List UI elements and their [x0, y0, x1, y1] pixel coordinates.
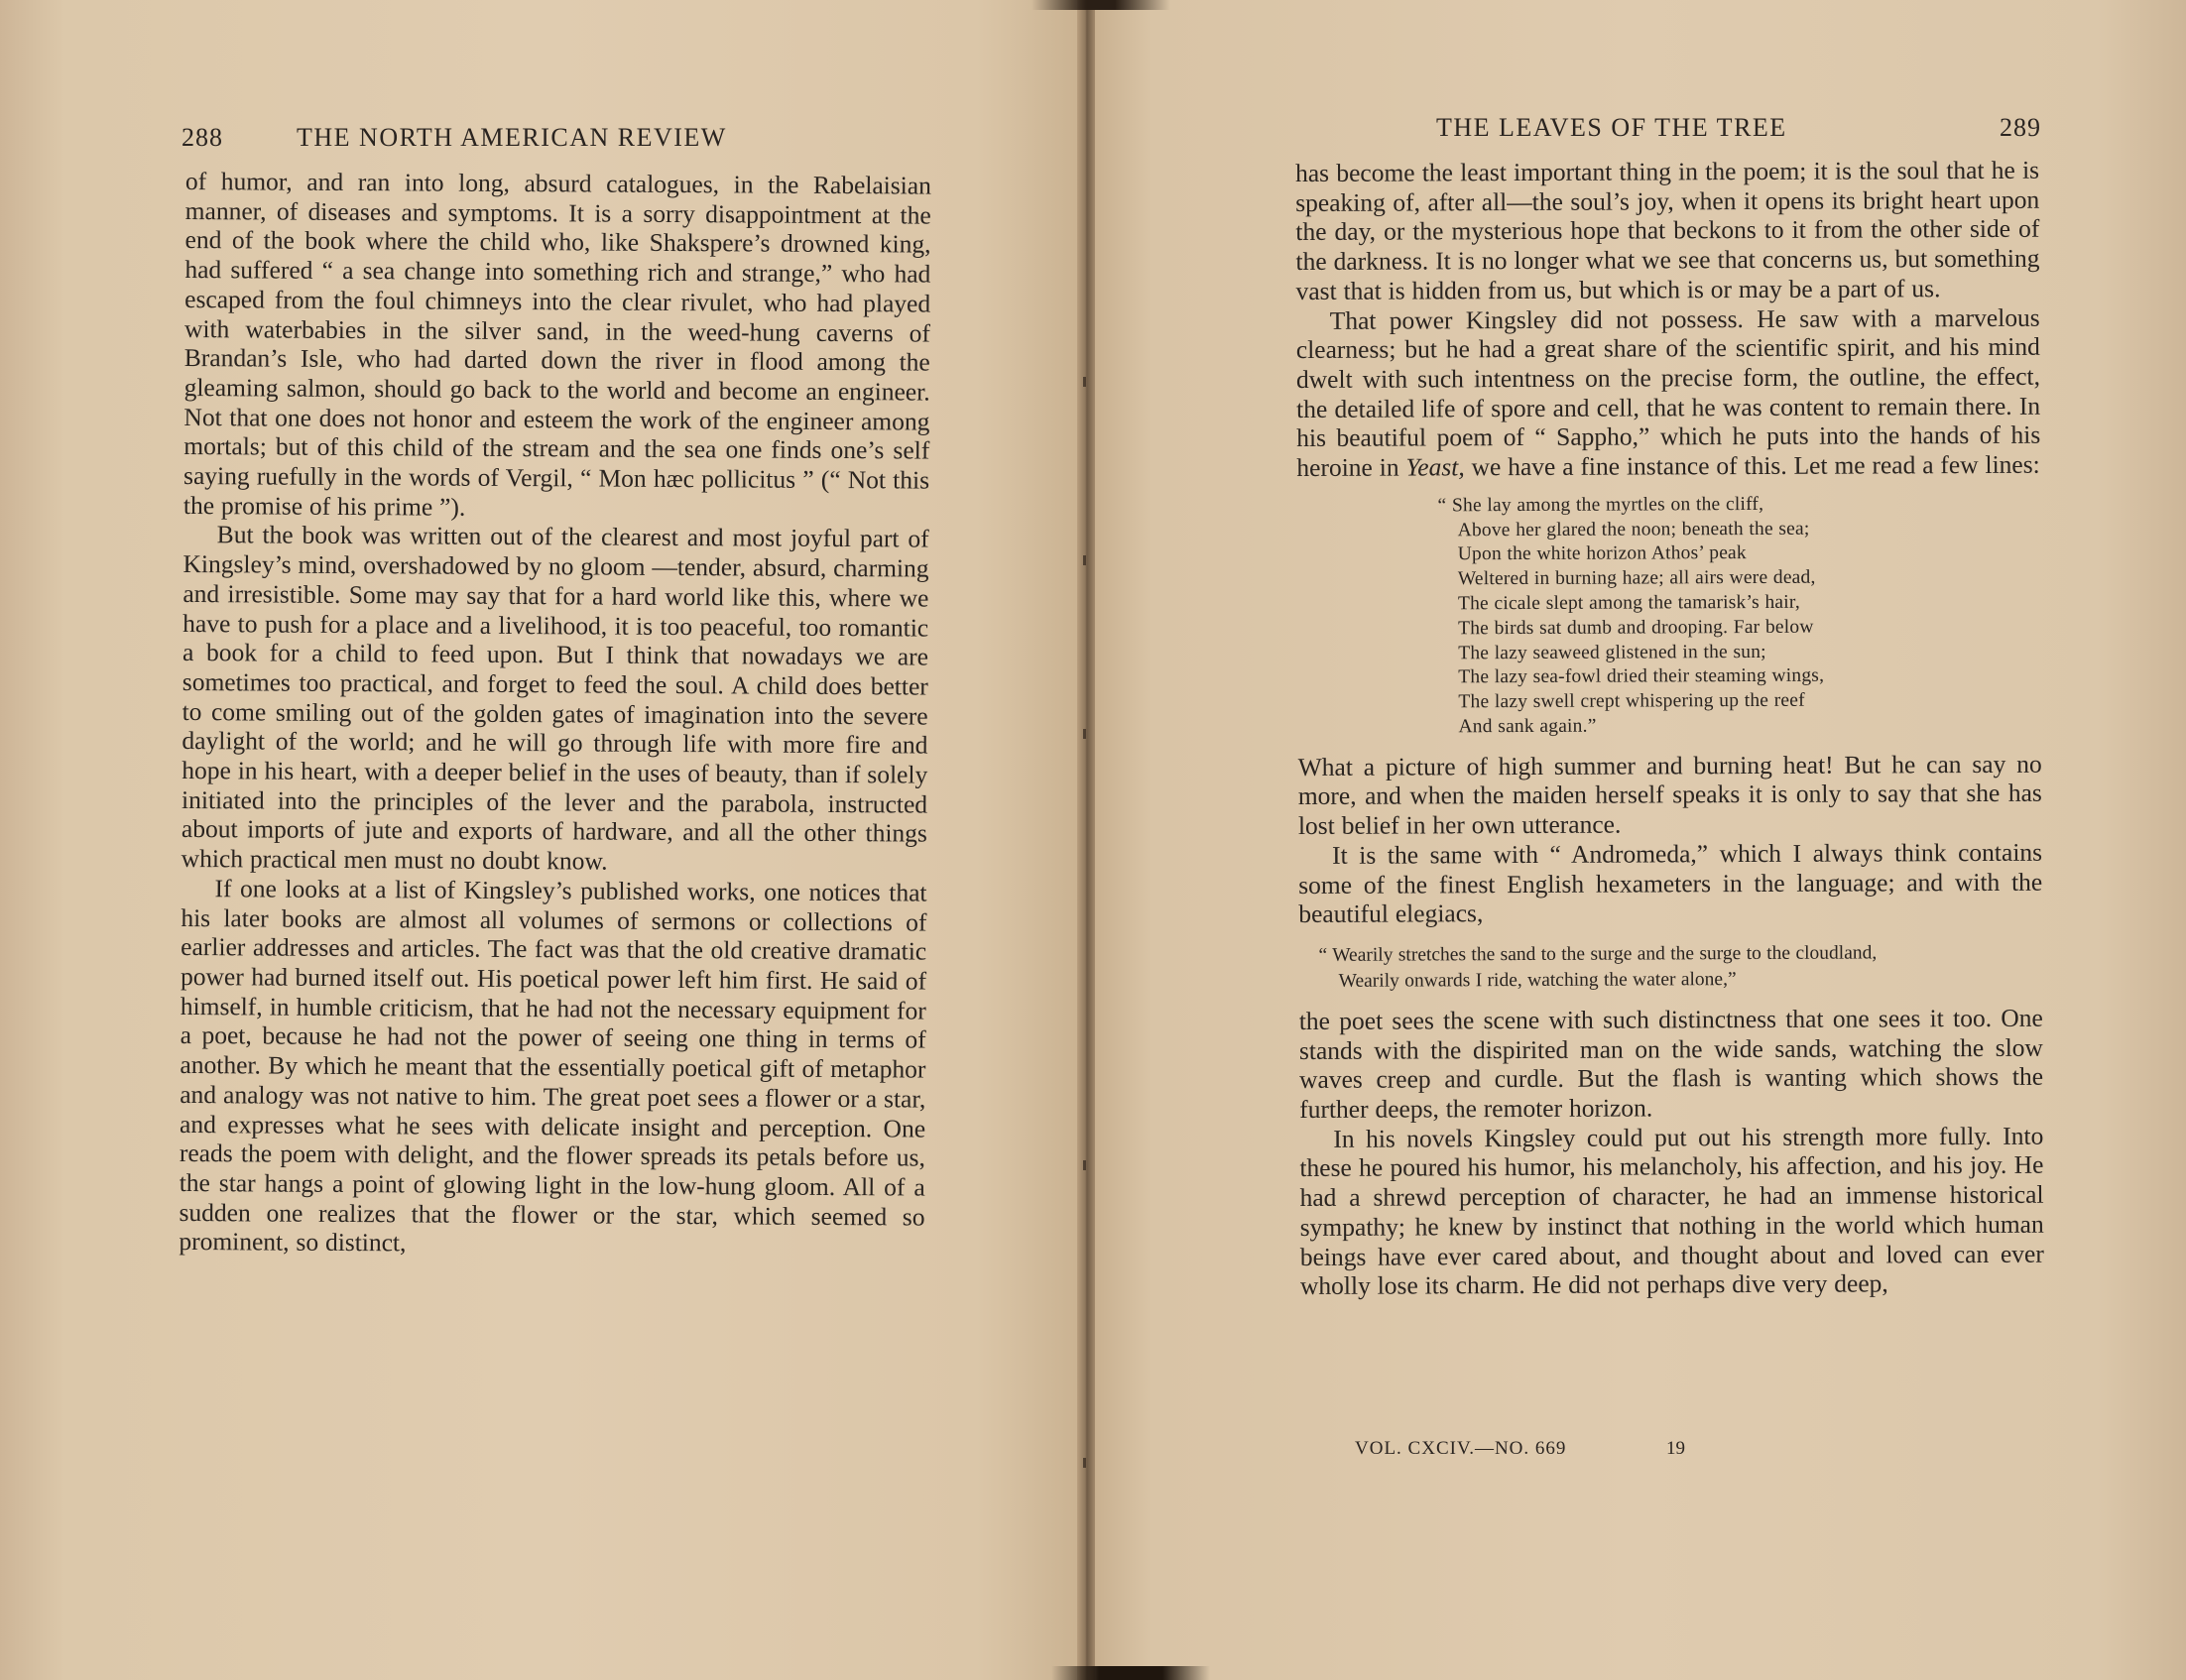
paragraph-2-text-start: That power Kingsley did not possess. He saw with a marvelous clearness; but he had a great share of the scientific spirit, and his mind dwelt with such intentness on the precise form, the outline, the effect, the detailed life of spore and cell, that he was content to remain there. In his beautiful poem of “ Sappho,” which he puts into the hands of his heroine in: [1295, 302, 2041, 483]
binding-thread-mark: [1083, 1458, 1086, 1468]
poem-line: The lazy seaweed glistened in the sun;: [1458, 641, 1766, 663]
left-paragraph-2: But the book was written out of the clearest and most joyful part of Kingsley’s mind, overshadowed by no gloom —tender, absurd, charming and irresistible. Some may say that for a hard world like this, where we have to push for a place and a livelihood, it is too peaceful, too romantic a book for a child to feed upon. But I think that nowadays we are sometimes too practical, and forget to feed the soul. A child does better to come smiling out of the golden gates of imagination into the severe daylight of the world; and he will go through life with more fire and hope in his heart, with a deeper belief in the uses of beauty, than if solely initiated into the principles of the lever and the parabola, instructed about imports of jute and exports of hardware, and all the other things which practical men must no doubt know.: [181, 520, 929, 876]
binding-thread-mark: [1083, 729, 1086, 739]
right-paragraph-2: [1296, 302, 2041, 482]
spine-top-shadow: [1032, 0, 1170, 10]
binding-thread-mark: [1083, 1160, 1086, 1170]
yeast-title-italic: Yeast,: [1405, 452, 1465, 482]
left-page-number: 288: [182, 123, 223, 152]
right-body-text: [1295, 156, 2044, 1301]
book-gutter: [1077, 0, 1095, 1680]
binding-thread-mark: [1083, 555, 1086, 565]
right-paragraph-4: It is the same with “ Andromeda,” which I always think contains some of the finest English hexameters in the language; and with the beautiful elegiacs,: [1298, 837, 2043, 929]
poem-line: The lazy sea-fowl dried their steaming wings,: [1458, 664, 1825, 688]
right-paragraph-5: the poet sees the scene with such distinctness that one sees it too. One stands with the dispirited man on the wide sands, watching the slow waves creep and curdle. But the flash is wanting which shows the further deeps, the remoter horizon.: [1298, 1003, 2044, 1125]
poem-line: Upon the white horizon Athos’ peak: [1457, 542, 1747, 565]
right-running-title: THE LEAVES OF THE TREE: [1436, 113, 1787, 142]
paragraph-2-text-end: we have a fine instance of this. Let me read a few lines:: [1464, 449, 2040, 482]
left-body-text: [179, 167, 931, 1261]
quote-line: “ Wearily stretches the sand to the surge and the surge to the cloudland,: [1318, 942, 1878, 966]
sappho-poem-quote: [1437, 491, 2041, 740]
right-page-number: 289: [2000, 113, 2041, 142]
volume-number: VOL. CXCIV.—NO. 669: [1355, 1438, 1567, 1459]
signature-mark: 19: [1666, 1438, 1685, 1459]
right-paragraph-1: has become the least important thing in the poem; it is the soul that he is speaking of, after all—the soul’s joy, when it opens its bright heart upon the day, or the mysterious hope that beckons to it from the other side of the darkness. It is no longer what we see that concerns us, but something vast that is hidden from us, but which is or may be a part of us.: [1295, 155, 2040, 305]
right-paragraph-6: In his novels Kingsley could put out his strength more fully. Into these he poured his humor, his melancholy, his affection, and his joy. He had a shrewd perception of character, he had an immense historical sympathy; he knew by instinct that nothing in the world which human beings have ever cared about, and thought about and loved can ever wholly lose its charm. He did not perhaps dive very deep,: [1299, 1121, 2044, 1301]
left-paragraph-1: of humor, and ran into long, absurd catalogues, in the Rabelaisian manner, of diseases and symptoms. It is a sorry disappointment at the end of the book where the child who, like Shakspere’s drowned king, had suffered “ a sea change into something rich and strange,” who had escaped from the foul chimneys into the clear rivulet, who had played with waterbabies in the silver sand, in the weed-hung caverns of Brandan’s Isle, who had darted down the river in flood among the gleaming salmon, should go back to the world and become an engineer. Not that one does not honor and esteem the work of the engineer among mortals; but of this child of the stream and the sea one finds one’s self saying ruefully in the words of Vergil, “ Mon hæc pollicitus ” (“ Not this the promise of his prime ”).: [182, 167, 931, 522]
left-running-title: THE NORTH AMERICAN REVIEW: [297, 123, 727, 152]
poem-line: Weltered in burning haze; all airs were dead,: [1457, 566, 1816, 590]
quote-line: Wearily onwards I ride, watching the water alone,”: [1338, 968, 1737, 992]
poem-line: The cicale slept among the tamarisk’s hair,: [1457, 591, 1800, 615]
andromeda-quote: [1318, 940, 2042, 995]
spine-bottom-shadow: [1051, 1666, 1210, 1680]
poem-line: The birds sat dumb and drooping. Far below: [1458, 616, 1814, 640]
poem-line: Above her glared the noon; beneath the sea;: [1457, 518, 1810, 540]
poem-line: “ She lay among the myrtles on the cliff,: [1437, 493, 1764, 517]
poem-line: The lazy swell crept whispering up the reef: [1458, 689, 1805, 713]
left-paragraph-3: If one looks at a list of Kingsley’s published works, one notices that his later books are almost all volumes of sermons or collections of earlier addresses and articles. The fact was that the old creative dramatic power had burned itself out. His poetical power left him first. He said of himself, in humble criticism, that he had not the necessary equipment for a poet, because he had not the power of seeing one thing in terms of another. By which he meant that the essentially poetical gift of metaphor and analogy was not native to him. The great poet sees a flower or a star, and expresses what he sees with delicate insight and perception. One reads the poem with delight, and the flower spreads its petals before us, the star hangs a point of glowing light in the low-hung gloom. All of a sudden one realizes that the flower or the star, which seemed so prominent, so distinct,: [179, 874, 927, 1258]
binding-thread-mark: [1083, 377, 1086, 387]
poem-line: And sank again.”: [1458, 715, 1597, 738]
right-paragraph-3: What a picture of high summer and burning heat! But he can say no more, and when the maiden herself speaks it is only to say that she has lost belief in her own utterance.: [1297, 749, 2042, 841]
